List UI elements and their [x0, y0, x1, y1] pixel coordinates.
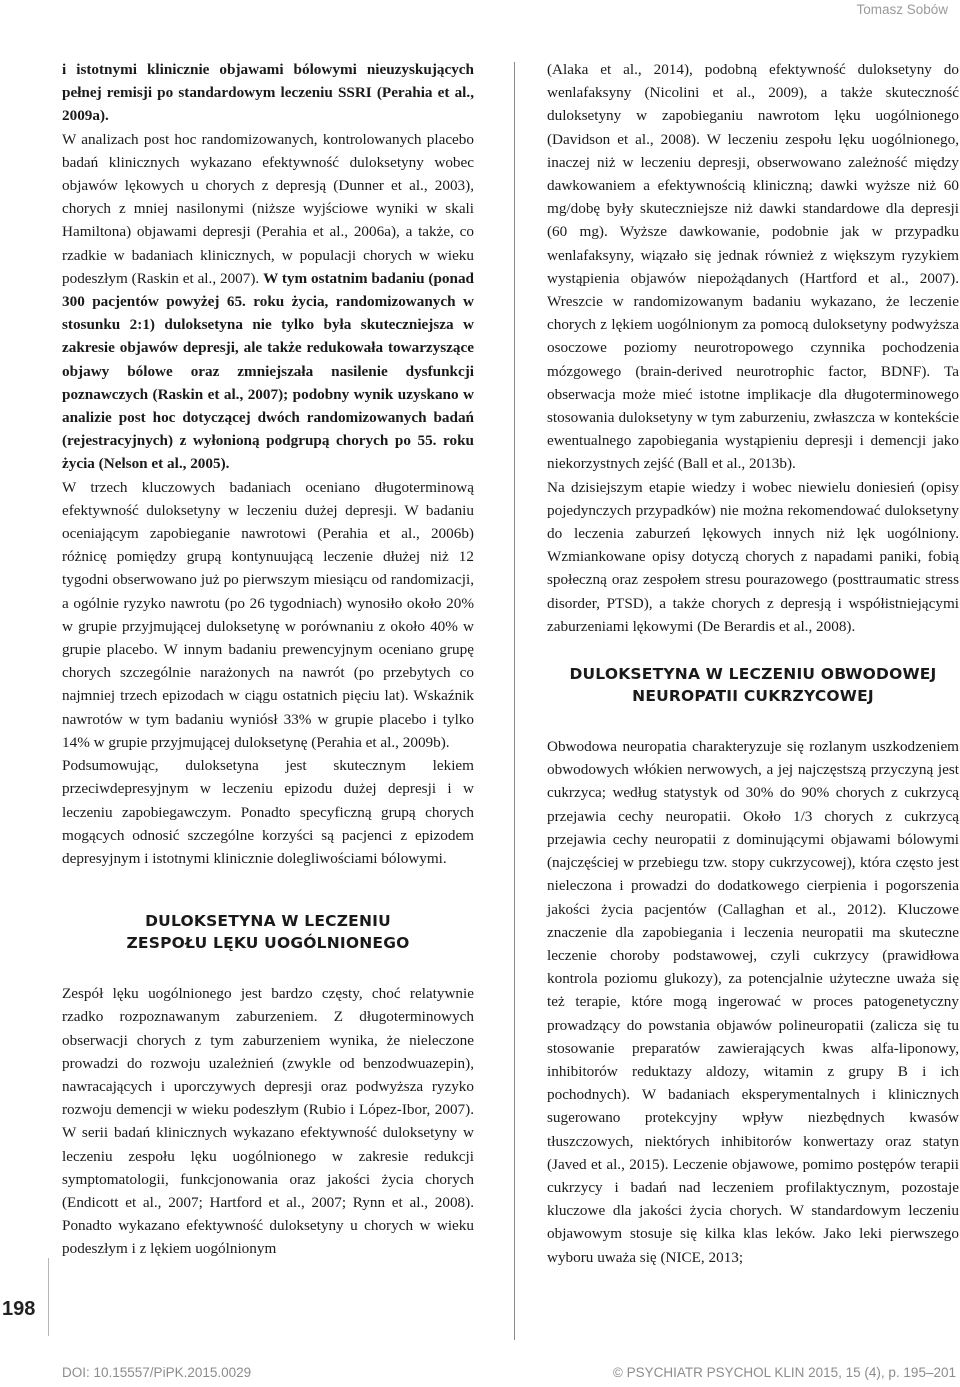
paragraph-left-5: Zespół lęku uogólnionego jest bardzo częsty, choć relatywnie rzadko rozpoznawanym zaburzeniem. Z długoterminowych obserwacji chorych z tym zaburzeniem wynika, że nieleczone prowadzi do rozwoju uzależnień (zwykle od benzodwuazepin), nawracających i uporczywych depresji oraz podwyższa ryzyko rozwoju demencji w wieku podeszłym (Rubio i López-Ibor, 2007). W serii badań klinicznych wykazano efektywność duloksetyny w leczeniu zespołu lęku uogólnionego w zakresie redukcji symptomatologii, funkcjonowania oraz jakości życia chorych (Endicott et al., 2007; Hartford et al., 2007; Rynn et al., 2008). Ponadto wykazano efektywność duloksetyny u chorych w wieku podeszłym i z lękiem uogólnionym: [62, 985, 474, 1258]
page-number: 198: [2, 1298, 36, 1320]
paragraph-left-1: i istotnymi klinicznie objawami bólowymi nieuzyskujących pełnej remisji po standardowym leczeniu SSRI (Perahia et al., 2009a).: [62, 61, 474, 125]
section-heading-neuropathy-line1: DULOKSETYNA W LECZENIU OBWODOWEJ: [569, 665, 937, 684]
right-column: [547, 58, 959, 1269]
section-heading-neuropathy-line2: NEUROPATII CUKRZYCOWEJ: [632, 687, 874, 706]
paragraph-left-2-regular: W analizach post hoc randomizowanych, kontrolowanych placebo badań klinicznych wykazano efektywność duloksetyny wobec objawów lękowych u chorych z depresją (Dunner et al., 2003), chorych z mniej nasilonymi (niższe wyjściowe wyniki w skali Hamiltona) objawami depresji (Perahia et al., 2006a), a także, co rzadkie w badaniach klinicznych, w populacji chorych w wieku podeszłym (Raskin et al., 2007).: [62, 130, 474, 287]
footer-doi: DOI: 10.15557/PiPK.2015.0029: [62, 1365, 252, 1380]
page-number-rule: [48, 1258, 49, 1336]
paragraph-left-3: W trzech kluczowych badaniach oceniano długoterminową efektywność duloksetyny w leczeniu dużej depresji. W badaniu oceniającym zapobieganie nawrotowi (Perahia et al., 2006b) różnicę pomiędzy grupą kontynuującą leczenie dłużej niż 12 tygodni obserwowano już po pierwszym miesiącu od randomizacji, a ogólnie ryzyko nawrotu (po 26 tygodniach) wynosiło około 20% w grupie przyjmującej duloksetynę w porównaniu z około 40% w grupie placebo. W innym badaniu prewencyjnym oceniano grupę chorych szczególnie narażonych na nawrót (po przebytych co najmniej trzech epizodach w ciągu ostatnich pięciu lat). Wskaźnik nawrotów w tym badaniu wyniósł 33% w grupie placebo i tylko 14% w grupie przyjmującej duloksetynę (Perahia et al., 2009b).: [62, 478, 474, 751]
paragraph-left-2-bold: W tym ostatnim badaniu (ponad 300 pacjentów powyżej 65. roku życia, randomizowanych w stosunku 2:1) duloksetyna nie tylko była skuteczniejsza w zakresie objawów depresji, ale także redukowała towarzyszące objawy bólowe oraz zmniejszała nasilenie dysfunkcji poznawczych (Raskin et al., 2007); podobny wynik uzyskano w analizie post hoc dotyczącej dwóch randomizowanych badań (rejestracyjnych) z wyłonioną podgrupą chorych po 55. roku życia (Nelson et al., 2005).: [62, 269, 474, 473]
paragraph-right-2: Na dzisiejszym etapie wiedzy i wobec niewielu doniesień (opisy pojedynczych przypadków) nie można rekomendować duloksetyny do leczenia zaburzeń lękowych innych niż lęk uogólniony. Wzmiankowane opisy dotyczą chorych z napadami paniki, fobią społeczną oraz zespołem stresu pourazowego (posttraumatic stress disorder, PTSD), a także chorych z depresją i współistniejącymi zaburzeniami lękowymi (De Berardis et al., 2008).: [547, 478, 959, 635]
section-heading-gad-line1: DULOKSETYNA W LECZENIU: [145, 912, 391, 931]
paragraph-right-3: Obwodowa neuropatia charakteryzuje się rozlanym uszkodzeniem obwodowych włókien nerwowych, a jej najczęstszą przyczyną jest cukrzyca; według statystyk od 30% do 90% chorych z cukrzycą przejawia cechy neuropatii. Około 1/3 chorych z cukrzycą przejawia cechy neuropatii z dominującymi objawami bólowymi (najczęściej w przebiegu tzw. stopy cukrzycowej), która często jest nieleczona i prowadzi do dodatkowego cierpienia i pogorszenia jakości życia pacjentów (Callaghan et al., 2012). Kluczowe znaczenie dla zapobiegania i leczenia neuropatii ma skuteczne leczenie choroby podstawowej, czyli cukrzycy (prawidłowa kontrola poziomu glukozy), za potencjalnie użyteczne uważa się też terapie, które mogą ingerować w proces patogenetyczny prowadzący do powstania objawów polineuropatii (zalicza się tu stosowanie preparatów zawierających kwas alfa-liponowy, inhibitorów reduktazy aldozy, witamin z grupy B i ich pochodnych). W badaniach eksperymentalnych i klinicznych sugerowano protekcyjny wpływ niezbędnych kwasów tłuszczowych, niektórych inhibitorów konwertazy oraz statyn (Javed et al., 2015). Leczenie objawowe, pomimo postępów terapii cukrzycy i badań nad leczeniem profilaktycznym, pozostaje kluczowe dla jakości życia chorych. W standardowym leczeniu objawowym stosuje się kilka klas leków. Jako leki pierwszego wyboru uważa się (NICE, 2013;: [547, 738, 959, 1266]
section-heading-gad-line2: ZESPOŁU LĘKU UOGÓLNIONEGO: [126, 934, 410, 953]
paragraph-right-1: (Alaka et al., 2014), podobną efektywność duloksetyny do wenlafaksyny (Nicolini et al., 2009), a także skuteczność duloksetyny w zapobieganiu nawrotom lęku uogólnionego (Davidson et al., 2008). W leczeniu zespołu lęku uogólnionego, inaczej niż w leczeniu depresji, obserwowano zależność między dawkowaniem a efektywnością kliniczną; dawki wyższe niż 60 mg/dobę były skuteczniejsze niż dawki standardowe dla depresji (60 mg). Wyższe dawkowanie, podobnie jak w przypadku wenlafaksyny, wiązało się jednak również z większym ryzykiem wystąpienia objawów niepożądanych (Hartford et al., 2007). Wreszcie w randomizowanym badaniu wykazano, że leczenie chorych z lękiem uogólnionym za pomocą duloksetyny podwyższa osoczowe poziomy neurotropowego czynnika pochodzenia mózgowego (brain-derived neurotrophic factor, BDNF). Ta obserwacja może mieć istotne implikacje dla długoterminowego stosowania duloksetyny w tym zaburzeniu, zwłaszcza w kontekście ewentualnego zapobiegania wystąpieniu depresji i demencji jako niekorzystnych zejść (Ball et al., 2013b).: [547, 61, 959, 473]
paragraph-left-2: [62, 128, 474, 476]
section-heading-neuropathy: [547, 663, 959, 707]
left-column: [62, 58, 474, 1261]
footer-citation: © PSYCHIATR PSYCHOL KLIN 2015, 15 (4), p. 195–201: [612, 1365, 956, 1380]
paragraph-left-4: Podsumowując, duloksetyna jest skutecznym lekiem przeciwdepresyjnym w leczeniu epizodu dużej depresji i w leczeniu zapobiegawczym. Ponadto specyficzną grupą chorych mogących odnosić szczególne korzyści są pacjenci z epizodem depresyjnym i istotnymi klinicznie dolegliwościami bólowymi.: [62, 757, 474, 867]
running-header-author: Tomasz Sobów: [856, 2, 948, 17]
column-divider: [514, 62, 515, 1340]
section-heading-gad: [62, 910, 474, 954]
